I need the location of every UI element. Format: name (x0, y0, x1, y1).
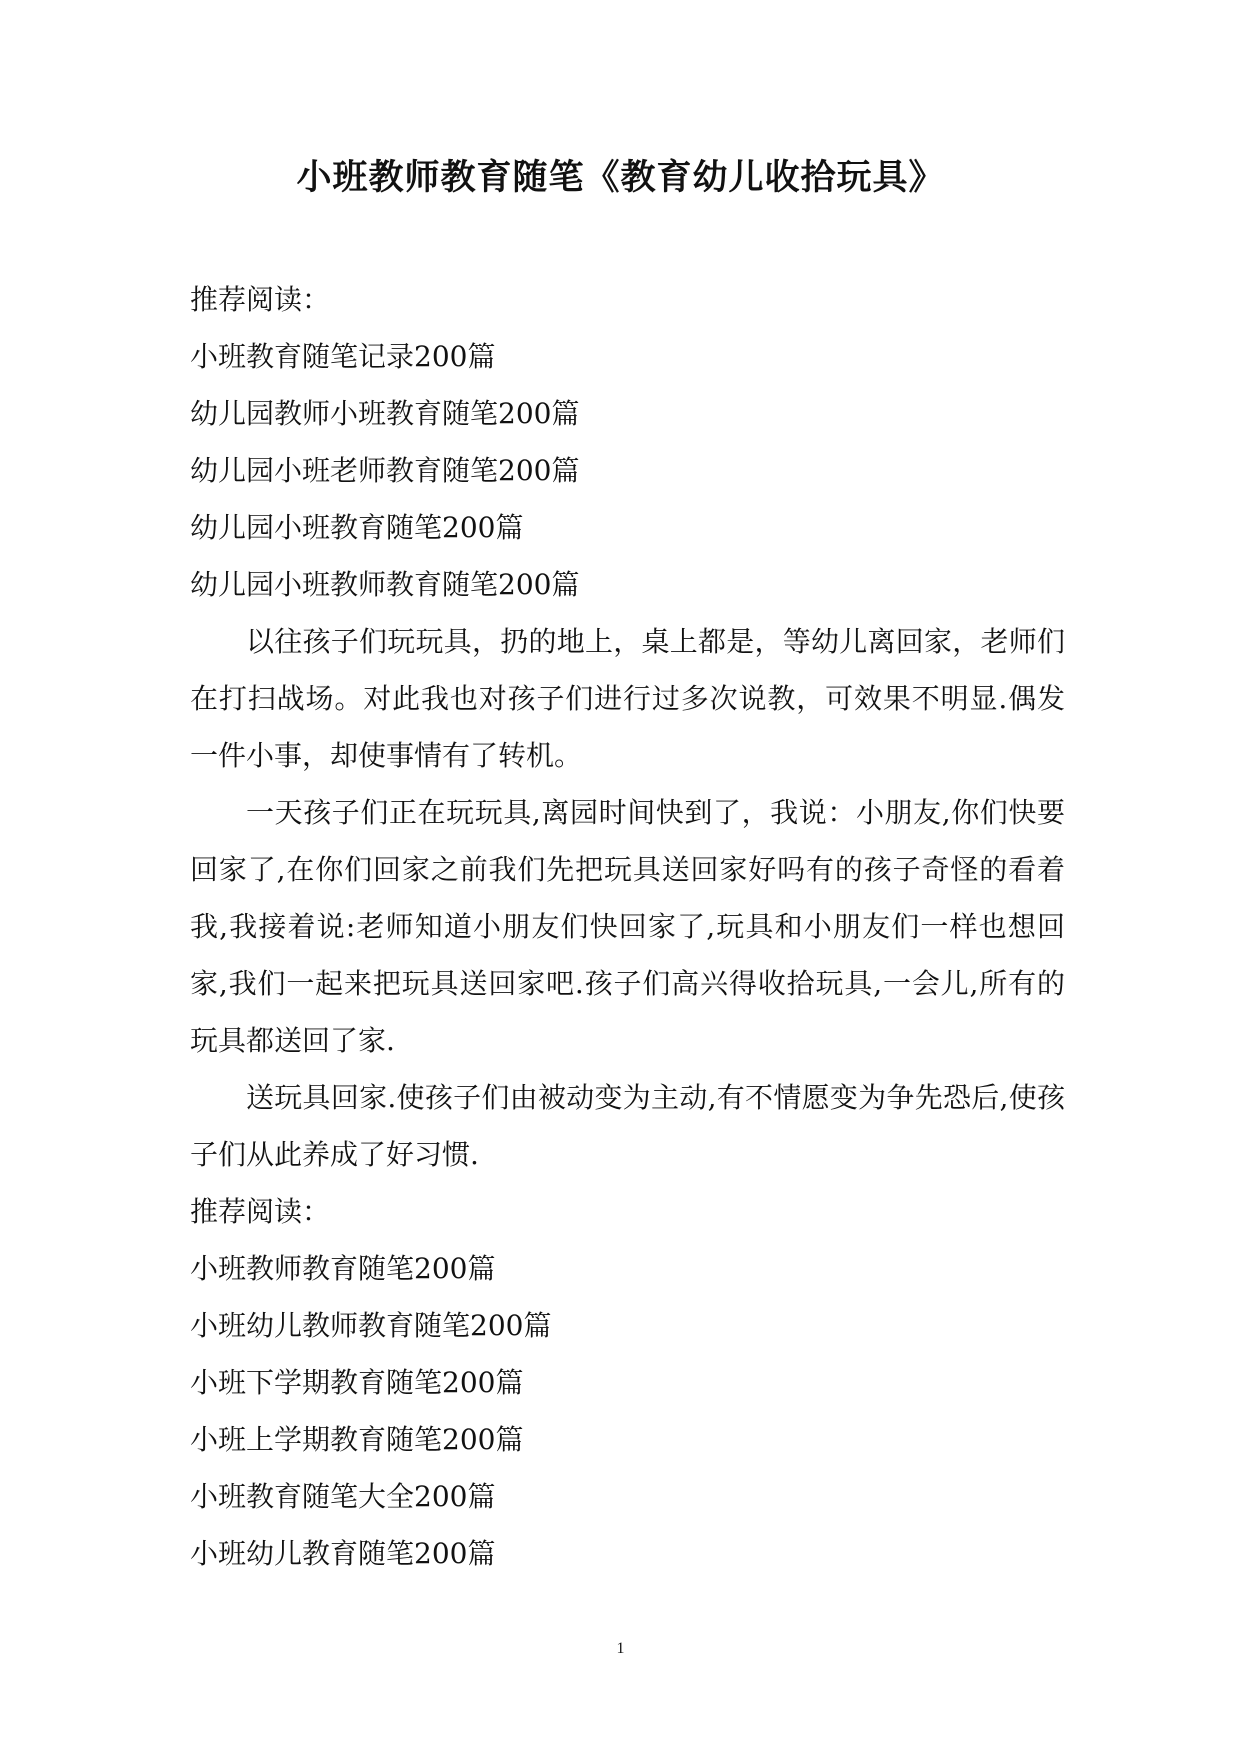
page-number: 1 (616, 1640, 625, 1657)
body-paragraph: 一天孩子们正在玩玩具,离园时间快到了，我说：小朋友,你们快要回家了,在你们回家之前我们先把玩具送回家好吗有的孩子奇怪的看着我,我接着说:老师知道小朋友们快回家了,玩具和小朋友们一样也想回家,我们一起来把玩具送回家吧.孩子们高兴得收拾玩具,一会儿,所有的玩具都送回了家. (190, 796, 1065, 1057)
body-paragraph: 送玩具回家.使孩子们由被动变为主动,有不情愿变为争先恐后,使孩子们从此养成了好习惯. (190, 1081, 1065, 1171)
recommend-link[interactable]: 小班上学期教育随笔200篇 (190, 1423, 524, 1456)
recommend-link[interactable]: 小班教育随笔记录200篇 (190, 340, 496, 373)
document-body (190, 271, 1065, 1582)
document-title: 小班教师教育随笔《教育幼儿收拾玩具》 (296, 157, 945, 198)
recommend-heading-top: 推荐阅读： (190, 283, 331, 316)
recommend-link[interactable]: 小班幼儿教师教育随笔200篇 (190, 1309, 552, 1342)
recommend-link[interactable]: 小班教师教育随笔200篇 (190, 1252, 496, 1285)
recommend-link[interactable]: 幼儿园小班教育随笔200篇 (190, 511, 524, 544)
recommend-link[interactable]: 幼儿园小班教师教育随笔200篇 (190, 568, 580, 601)
body-paragraph: 以往孩子们玩玩具，扔的地上，桌上都是，等幼儿离回家，老师们在打扫战场。对此我也对孩子们进行过多次说教，可效果不明显.偶发一件小事，却使事情有了转机。 (190, 625, 1065, 772)
recommend-link[interactable]: 幼儿园教师小班教育随笔200篇 (190, 397, 580, 430)
recommend-link[interactable]: 小班教育随笔大全200篇 (190, 1480, 496, 1513)
recommend-link[interactable]: 小班下学期教育随笔200篇 (190, 1366, 524, 1399)
recommend-heading-bottom: 推荐阅读： (190, 1195, 331, 1228)
recommend-link[interactable]: 小班幼儿教育随笔200篇 (190, 1537, 496, 1570)
recommend-link[interactable]: 幼儿园小班老师教育随笔200篇 (190, 454, 580, 487)
